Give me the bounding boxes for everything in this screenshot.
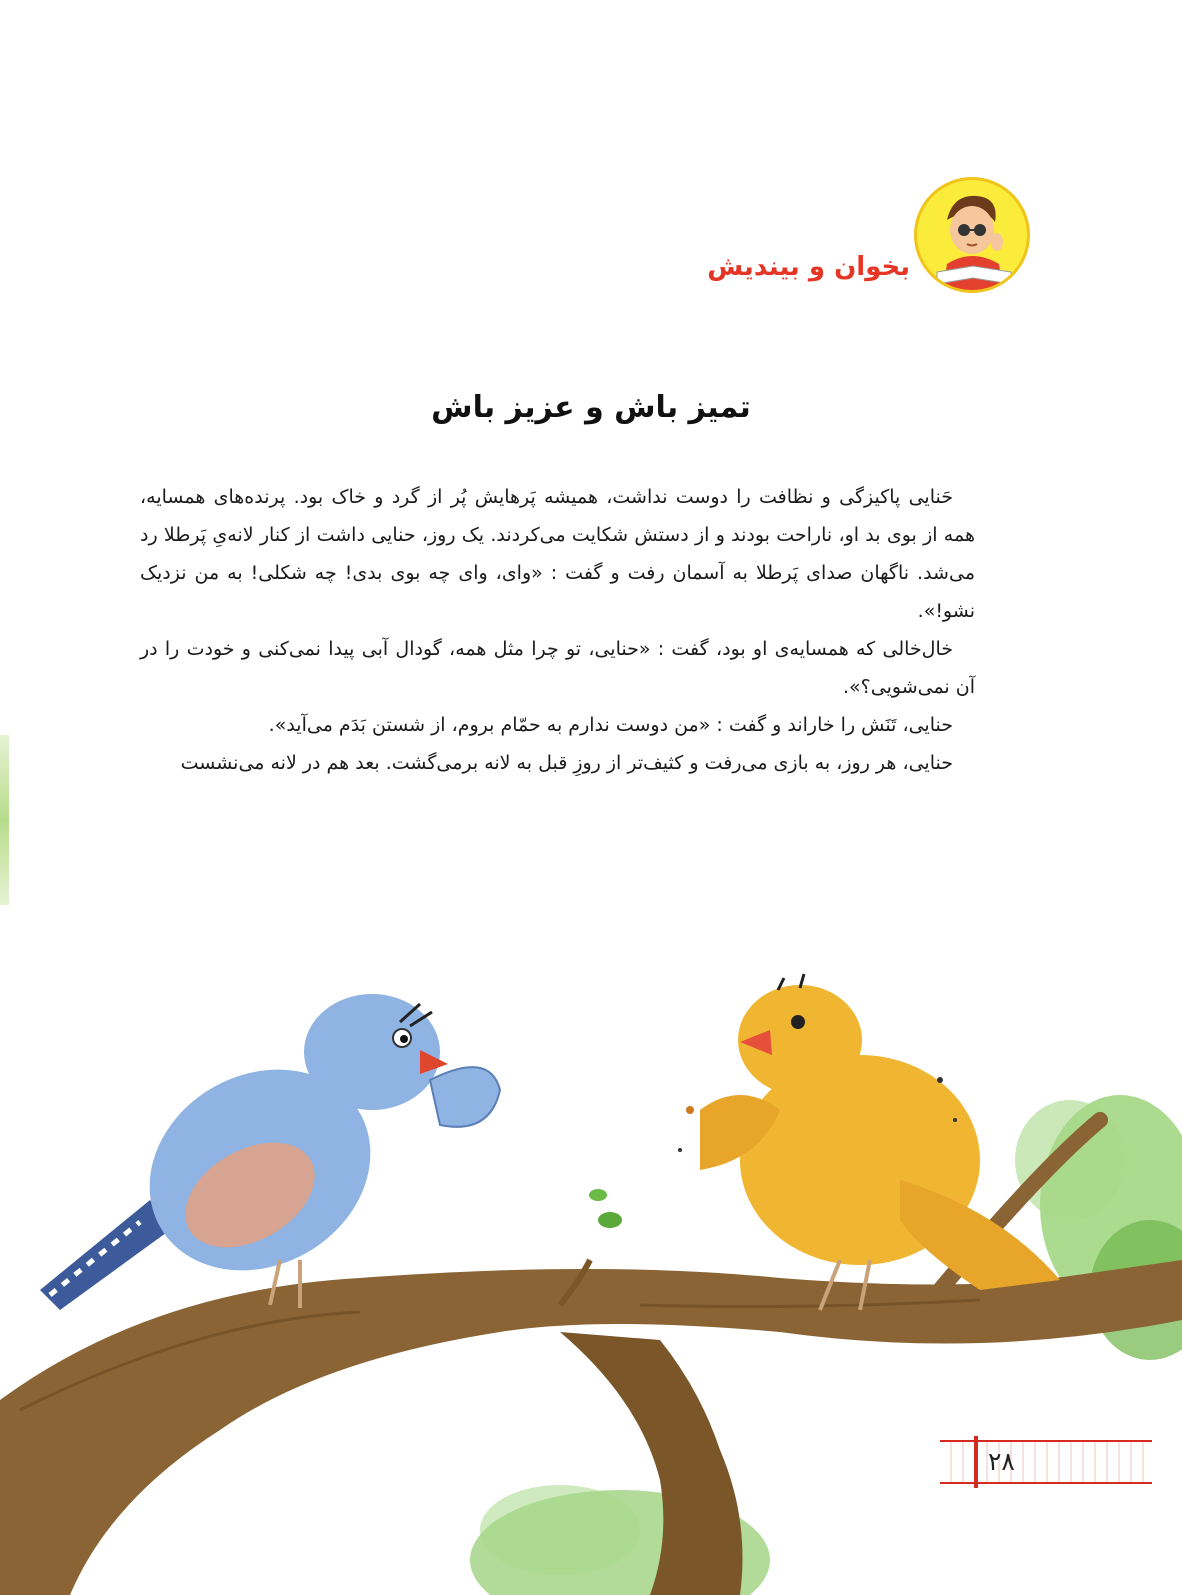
two-birds-on-branch-illustration <box>0 960 1182 1595</box>
reading-boy-icon <box>914 177 1030 293</box>
page-number-marker <box>974 1436 978 1488</box>
story-title: تمیز باش و عزیز باش <box>431 390 751 425</box>
story-paragraph: حنایی، هر روز، به بازی می‌رفت و کثیف‌تر از روزِ قبل به لانه برمی‌گشت. بعد هم در لانه می‌نشست <box>180 752 953 774</box>
section-header <box>660 177 1030 297</box>
blue-bird <box>40 994 500 1310</box>
story-body <box>140 478 975 782</box>
story-paragraph: حنایی، تَنَش را خاراند و گفت : «من دوست ندارم به حمّام بروم، از شستن بَدَم می‌آید». <box>268 714 953 736</box>
story-paragraph: حَنایی پاکیزگی و نظافت را دوست نداشت، همیشه پَرهایش پُر از گرد و خاک بود. پرنده‌های همسایه، همه از بوی بد او، ناراحت بودند و از دستش شکایت می‌کردند. یک روز، حنایی داشت از کنار لانه‌یِ پَرطلا رد می‌شد. ناگهان صدای پَرطلا به آسمان رفت و گفت : «وای، وای چه بوی بدی! چه شکلی! به من نزدیک نشو!». <box>140 486 975 622</box>
page-number-box <box>940 1440 1152 1484</box>
section-label: بخوان و بیندیش <box>707 252 910 282</box>
story-paragraph: خال‌خالی که همسایه‌ی او بود، گفت : «حنایی، تو چرا مثل همه، گودال آبی پیدا نمی‌کنی و خودت را در آن نمی‌شویی؟». <box>140 638 975 698</box>
page-edge-strip <box>0 735 9 905</box>
page-number: ۲۸ <box>988 1447 1015 1476</box>
yellow-bird <box>678 974 1060 1310</box>
